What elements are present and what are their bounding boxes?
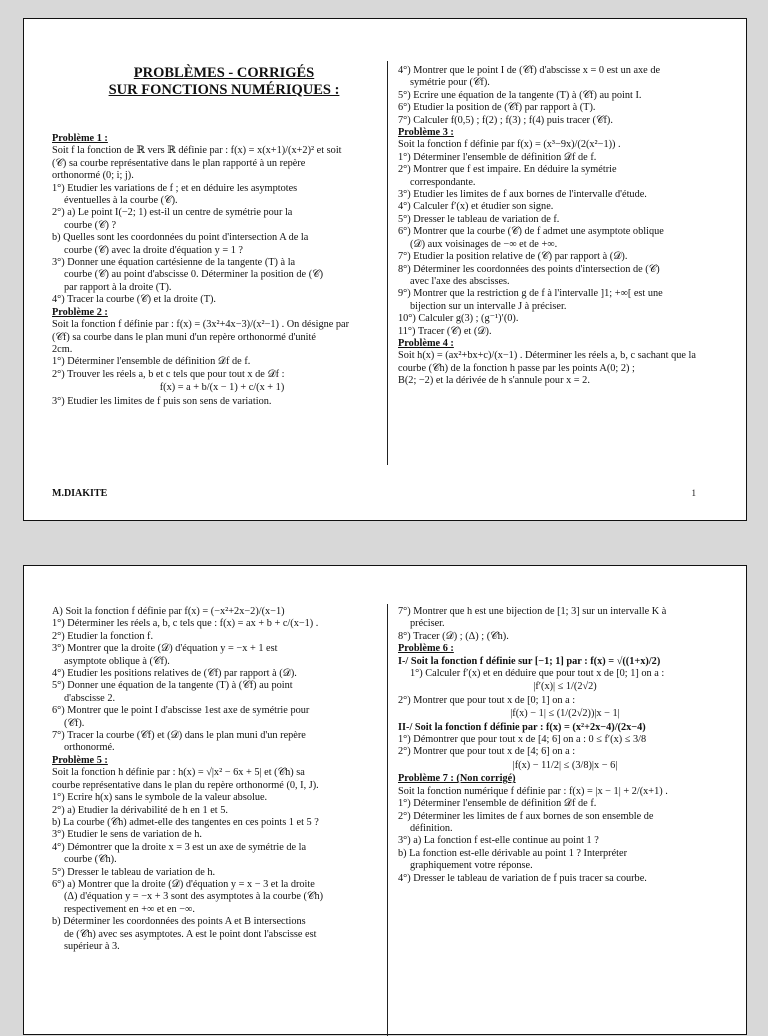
page2-right-column — [398, 606, 732, 885]
text-line: 6°) a) Montrer que la droite (𝒟) d'équation y = x − 3 et la droite — [52, 878, 315, 890]
problem-heading: Problème 3 : — [398, 127, 454, 139]
text-line: 2°) Montrer que f est impaire. En déduire la symétrie — [398, 164, 617, 176]
text-line: courbe (𝒞) avec la droite d'équation y = 1 ? — [64, 244, 243, 256]
text-line: correspondante. — [410, 176, 476, 188]
text-line: courbe (𝒞h) de la fonction h passe par les points A(0; 2) ; — [398, 362, 635, 374]
problem-heading: Problème 1 : — [52, 133, 108, 144]
text-line: graphiquement votre réponse. — [410, 860, 533, 872]
text-line: 1°) Déterminer les réels a, b, c tels que : f(x) = ax + b + c/(x−1) . — [52, 618, 319, 630]
text-line: 6°) Montrer que le point I d'abscisse 1est axe de symétrie pour — [52, 705, 310, 717]
equation-line: |f(x) − 11/2| ≤ (3/8)|x − 6| — [512, 759, 618, 771]
text-line: orthonormé. — [64, 742, 115, 754]
text-line: 3°) Etudier le sens de variation de h. — [52, 829, 202, 841]
column-divider — [387, 61, 388, 465]
text-line: courbe (𝒞) ? — [64, 219, 117, 231]
text-line: 4°) Montrer que le point I de (𝒞f) d'abscisse x = 0 est un axe de — [398, 65, 661, 76]
text-line: Soit la fonction f définie par f(x) = (x³−9x)/(2(x²−1)) . — [398, 139, 621, 151]
text-line: avec l'axe des abscisses. — [410, 275, 510, 287]
text-line: 4°) Démontrer que la droite x = 3 est un axe de symétrie de la — [52, 841, 307, 853]
title-line-2: SUR FONCTIONS NUMÉRIQUES : — [108, 82, 340, 98]
text-line: b) La courbe (𝒞h) admet-elle des tangentes en ces points 1 et 5 ? — [52, 816, 319, 828]
problem-heading: Problème 2 : — [52, 306, 108, 318]
text-line: définition. — [410, 822, 453, 834]
text-line: 2°) a) Etudier la dérivabilité de h en 1 et 5. — [52, 804, 228, 816]
text-line: (𝒟) aux voisinages de −∞ et de +∞. — [410, 238, 558, 250]
equation-line: |f(x) − 1| ≤ (1/(2√2))|x − 1| — [510, 708, 620, 720]
text-line: Soit la fonction f définie par : f(x) = (3x²+4x−3)/(x²−1) . On désigne par — [52, 319, 350, 331]
text-line: 2°) Montrer que pour tout x de [0; 1] on a : — [398, 694, 576, 706]
text-line: 7°) Calculer f(0,5) ; f(2) ; f(3) ; f(4) puis tracer (𝒞f). — [398, 114, 613, 126]
text-line: Soit la fonction numérique f définie par : f(x) = |x − 1| + 2/(x+1) . — [398, 785, 668, 797]
text-line: Soit h(x) = (ax²+bx+c)/(x−1) . Déterminer les réels a, b, c sachant que la — [398, 350, 696, 362]
text-line: 3°) Donner une équation cartésienne de la tangente (T) à la — [52, 257, 296, 269]
text-line: 2°) Etudier la fonction f. — [52, 630, 154, 642]
text-line: 11°) Tracer (𝒞) et (𝒟). — [398, 325, 492, 337]
problem-heading: Problème 6 : — [398, 643, 454, 655]
text-line: asymptote oblique à (𝒞f). — [64, 655, 170, 667]
equation-line: |f′(x)| ≤ 1/(2√2) — [533, 681, 597, 693]
text-line: 1°) Etudier les variations de f ; et en déduire les asymptotes — [52, 182, 298, 194]
problem-heading: Problème 5 : — [52, 754, 108, 766]
text-line: I-/ Soit la fonction f définie sur [−1; 1] par : f(x) = √((1+x)/2) — [398, 655, 661, 667]
text-line: d'abscisse 2. — [64, 692, 116, 704]
text-line: symétrie pour (𝒞f). — [410, 77, 490, 89]
text-line: 1°) Calculer f′(x) et en déduire que pour tout x de [0; 1] on a : — [410, 668, 665, 680]
text-line: 7°) Tracer la courbe (𝒞f) et (𝒟) dans le plan muni d'un repère — [52, 730, 306, 742]
text-line: supérieur à 3. — [64, 940, 120, 952]
text-line: A) Soit la fonction f définie par f(x) = (−x²+2x−2)/(x−1) — [52, 606, 285, 617]
text-line: éventuelles à la courbe (𝒞). — [64, 195, 178, 207]
text-line: 2°) a) Le point I(−2; 1) est-il un centre de symétrie pour la — [52, 207, 293, 219]
text-line: Soit la fonction h définie par : h(x) = √|x² − 6x + 5| et (𝒞h) sa — [52, 767, 305, 779]
text-line: 2°) Montrer que pour tout x de [4; 6] on a : — [398, 746, 576, 758]
text-line: 9°) Montrer que la restriction g de f à l'intervalle ]1; +∞[ est une — [398, 288, 663, 300]
footer-page-number: 1 — [691, 488, 696, 498]
text-line: 3°) a) La fonction f est-elle continue au point 1 ? — [398, 835, 599, 847]
text-line: b) Quelles sont les coordonnées du point d'intersection A de la — [52, 232, 309, 244]
text-line: 7°) Montrer que h est une bijection de [1; 3] sur un intervalle K à — [398, 606, 667, 617]
text-line: (𝒞f). — [64, 717, 85, 729]
document-page-2 — [23, 565, 747, 1035]
text-line: (𝒞) sa courbe représentative dans le plan rapporté à un repère — [52, 157, 306, 169]
text-line: 8°) Déterminer les coordonnées des points d'intersection de (𝒞) — [398, 263, 660, 275]
text-line: b) La fonction est-elle dérivable au point 1 ? Interpréter — [398, 847, 628, 859]
text-line: préciser. — [410, 618, 445, 630]
text-line: 6°) Montrer que la courbe (𝒞) de f admet une asymptote oblique — [398, 226, 664, 238]
text-line: respectivement en +∞ et en −∞. — [64, 903, 195, 915]
text-line: 8°) Tracer (𝒟) ; (Δ) ; (𝒞h). — [398, 630, 509, 642]
text-line: 5°) Ecrire une équation de la tangente (T) à (𝒞f) au point I. — [398, 89, 642, 101]
page2-left-column — [52, 606, 392, 953]
text-line: 2°) Trouver les réels a, b et c tels que pour tout x de 𝒟f : — [52, 368, 285, 380]
text-line: (Δ) d'équation y = −x + 3 sont des asymptotes à la courbe (𝒞h) — [64, 891, 324, 903]
page1-right-column — [398, 65, 732, 388]
column-divider — [387, 604, 388, 1036]
footer-author: M.DIAKITE — [52, 488, 108, 499]
text-line: 5°) Donner une équation de la tangente (T) à (𝒞f) au point — [52, 680, 293, 692]
text-line: b) Déterminer les coordonnées des points A et B intersections — [52, 916, 306, 928]
page1-left-column — [52, 133, 392, 408]
text-line: (𝒞f) sa courbe dans le plan muni d'un repère orthonormé d'unité — [52, 331, 316, 343]
text-line: 2cm. — [52, 343, 73, 355]
text-line: 4°) Calculer f′(x) et étudier son signe. — [398, 201, 554, 213]
text-line: 4°) Etudier les positions relatives de (𝒞f) par rapport à (𝒟). — [52, 668, 297, 680]
text-line: 3°) Montrer que la droite (𝒟) d'équation y = −x + 1 est — [52, 643, 278, 655]
text-line: B(2; −2) et la dérivée de h s'annule pour x = 2. — [398, 375, 590, 387]
text-line: 3°) Etudier les limites de f puis son sens de variation. — [52, 395, 272, 407]
text-line: courbe (𝒞h). — [64, 854, 117, 866]
text-line: de (𝒞h) avec ses asymptotes. A est le point dont l'abscisse est — [64, 928, 317, 940]
text-line: 7°) Etudier la position relative de (𝒞) par rapport à (𝒟). — [398, 251, 628, 263]
text-line: 4°) Dresser le tableau de variation de f puis tracer sa courbe. — [398, 872, 647, 884]
text-line: 1°) Déterminer l'ensemble de définition 𝒟f de f. — [398, 798, 597, 810]
problem-heading: Problème 4 : — [398, 337, 454, 349]
document-page-1 — [23, 18, 747, 521]
problem-heading: Problème 7 : (Non corrigé) — [398, 773, 516, 785]
text-line: bijection sur un intervalle J à préciser. — [410, 300, 567, 312]
text-line: 6°) Etudier la position de (𝒞f) par rapport à (T). — [398, 102, 596, 114]
text-line: 2°) Déterminer les limites de f aux bornes de son ensemble de — [398, 810, 654, 822]
text-line: Soit f la fonction de ℝ vers ℝ définie par : f(x) = x(x+1)/(x+2)² et soit — [52, 145, 342, 157]
text-line: courbe (𝒞) au point d'abscisse 0. Déterminer la position de (𝒞) — [64, 269, 324, 281]
equation-line: f(x) = a + b/(x − 1) + c/(x + 1) — [159, 382, 285, 394]
page-title — [84, 65, 364, 99]
text-line: 5°) Dresser le tableau de variation de h. — [52, 866, 216, 878]
text-line: 5°) Dresser le tableau de variation de f. — [398, 213, 560, 225]
text-line: 1°) Démontrer que pour tout x de [4; 6] on a : 0 ≤ f′(x) ≤ 3/8 — [398, 734, 647, 746]
text-line: orthonormé (0; i; j). — [52, 170, 134, 182]
text-line: 10°) Calculer g(3) ; (g⁻¹)′(0). — [398, 313, 519, 325]
text-line: 1°) Ecrire h(x) sans le symbole de la valeur absolue. — [52, 792, 268, 804]
text-line: courbe représentative dans le plan du repère orthonormé (0, I, J). — [52, 779, 319, 791]
text-line: 1°) Déterminer l'ensemble de définition 𝒟f de f. — [52, 356, 251, 368]
text-line: par rapport à la droite (T). — [64, 281, 172, 293]
title-line-1: PROBLÈMES - CORRIGÉS — [133, 65, 315, 81]
text-line: 3°) Etudier les limites de f aux bornes de l'intervalle d'étude. — [398, 189, 647, 201]
text-line: 1°) Déterminer l'ensemble de définition 𝒟f de f. — [398, 151, 597, 163]
text-line: II-/ Soit la fonction f définie par : f(x) = (x²+2x−4)/(2x−4) — [398, 721, 646, 733]
text-line: 4°) Tracer la courbe (𝒞) et la droite (T). — [52, 294, 217, 306]
